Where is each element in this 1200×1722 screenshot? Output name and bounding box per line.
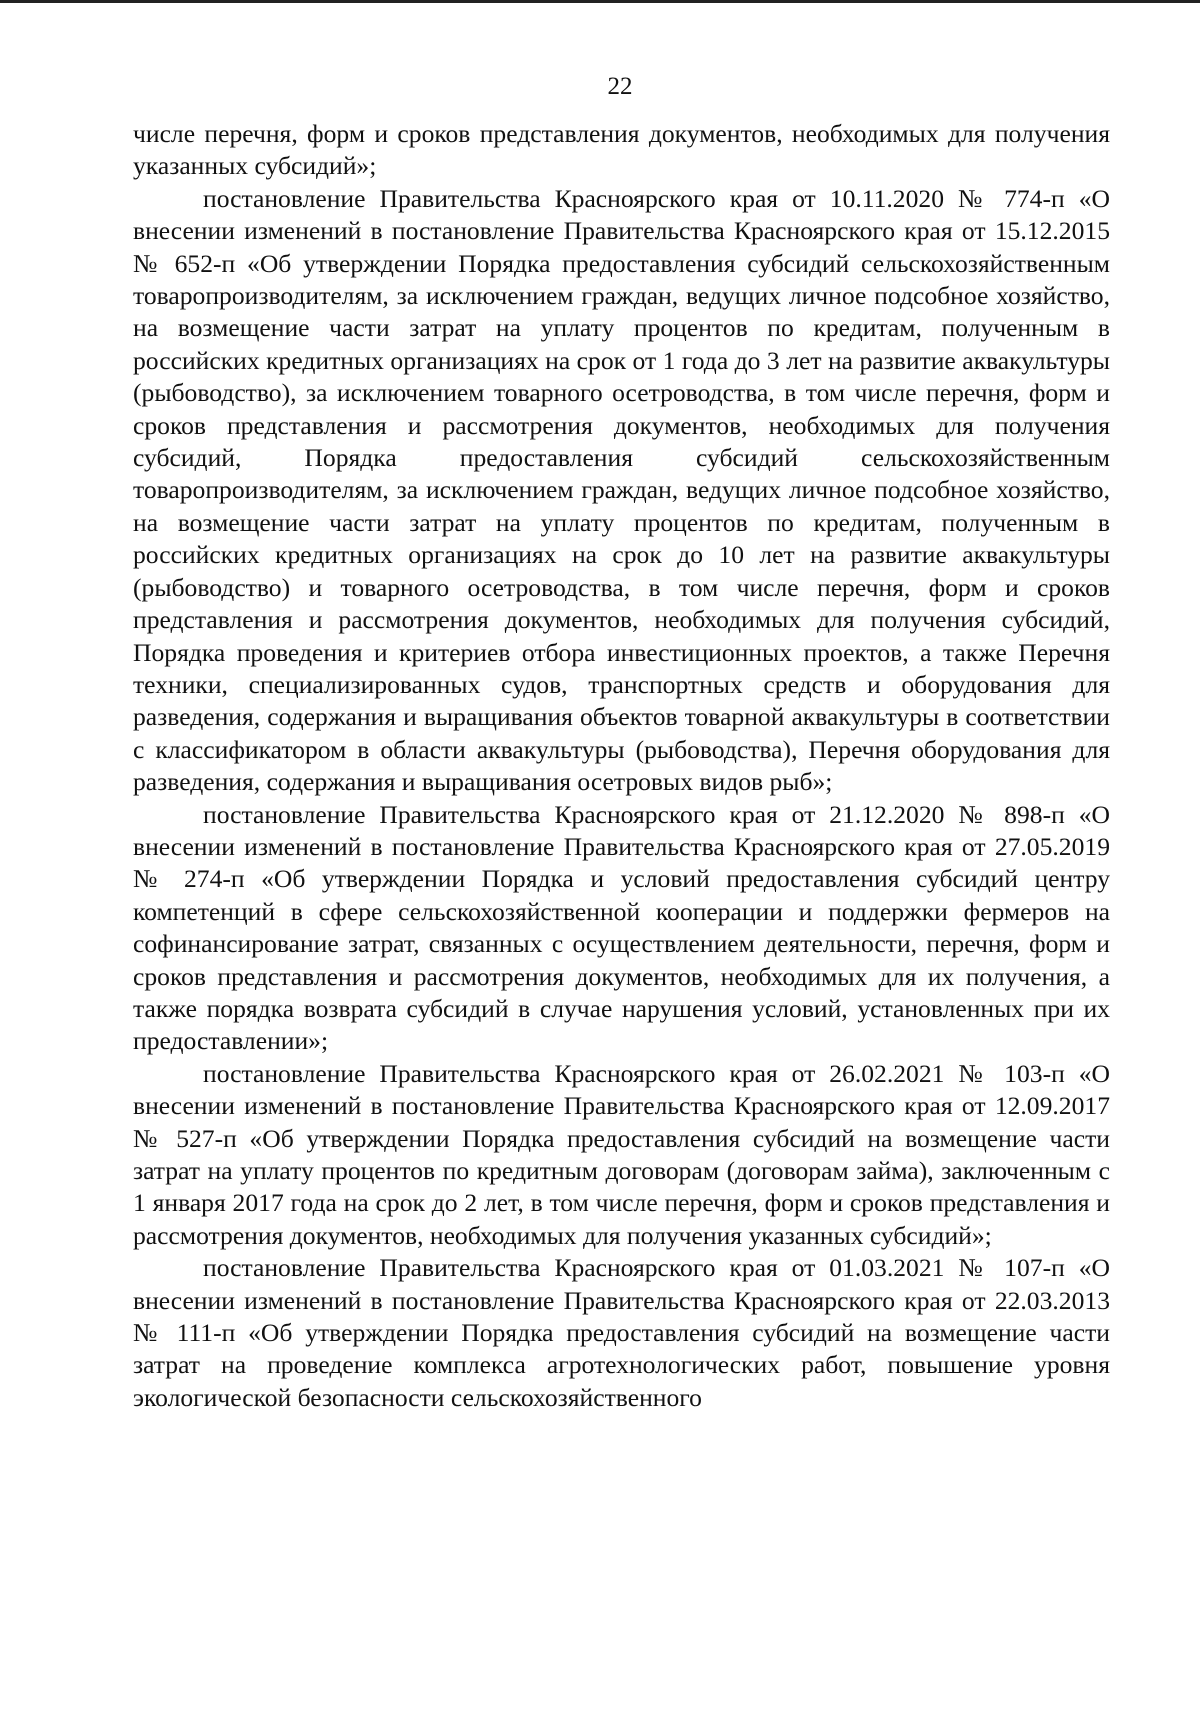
paragraph-resolution-107: постановление Правительства Красноярского края от 01.03.2021 № 107-п «О внесении изменений в постановление Правительства Красноярского края от 22.03.2013 № 111-п «Об утверждении Порядка предоставления субсидий на возмещение части затрат на проведение комплекса агротехнологических работ, повышение уровня экологической безопасности сельскохозяйственного [133,1253,1110,1412]
page-number: 22 [607,73,633,100]
scan-edge-top [0,0,1200,3]
paragraph-continuation: числе перечня, форм и сроков представления документов, необходимых для получения указанных субсидий»; [133,119,1110,181]
paragraph-resolution-103: постановление Правительства Красноярского края от 26.02.2021 № 103-п «О внесении изменений в постановление Правительства Красноярского края от 12.09.2017 № 527-п «Об утверждении Порядка предоставления субсидий на возмещение части затрат на уплату процентов по кредитным договорам (договорам займа), заключенным с 1 января 2017 года на срок до 2 лет, в том числе перечня, форм и сроков представления и рассмотрения документов, необходимых для получения указанных субсидий»; [133,1058,1110,1250]
paragraph-resolution-774: постановление Правительства Красноярского края от 10.11.2020 № 774-п «О внесении изменений в постановление Правительства Красноярского края от 15.12.2015 № 652-п «Об утверждении Порядка предоставления субсидий сельскохозяйственным товаропроизводителям, за исключением граждан, ведущих личное подсобное хозяйство, на возмещение части затрат на уплату процентов по кредитам, полученным в российских кредитных организациях на срок от 1 года до 3 лет на развитие аквакультуры (рыбоводство), за исключением товарного осетроводства, в том числе перечня, форм и сроков представления и рассмотрения документов, необходимых для получения субсидий, Порядка предоставления субсидий сельскохозяйственным товаропроизводителям, за исключением граждан, ведущих личное подсобное хозяйство, на возмещение части затрат на уплату процентов по кредитам, полученным в российских кредитных организациях на срок до 10 лет на развитие аквакультуры (рыбоводство) и товарного осетроводства, в том числе перечня, форм и сроков представления и рассмотрения документов, необходимых для получения субсидий, Порядка проведения и критериев отбора инвестиционных проектов, а также Перечня техники, специализированных судов, транспортных средств и оборудования для разведения, содержания и выращивания объектов товарной аквакультуры в соответствии с классификатором в области аквакультуры (рыбоводства), Перечня оборудования для разведения, содержания и выращивания осетровых видов рыб»; [133,183,1110,797]
document-body [133,118,1110,1414]
paragraph-resolution-898: постановление Правительства Красноярского края от 21.12.2020 № 898-п «О внесении изменений в постановление Правительства Красноярского края от 27.05.2019 № 274-п «Об утверждении Порядка и условий предоставления субсидий центру компетенций в сфере сельскохозяйственной кооперации и поддержки фермеров на софинансирование затрат, связанных с осуществлением деятельности, перечня, форм и сроков представления и рассмотрения документов, необходимых для их получения, а также порядка возврата субсидий в случае нарушения условий, установленных при их предоставлении»; [133,799,1110,1056]
